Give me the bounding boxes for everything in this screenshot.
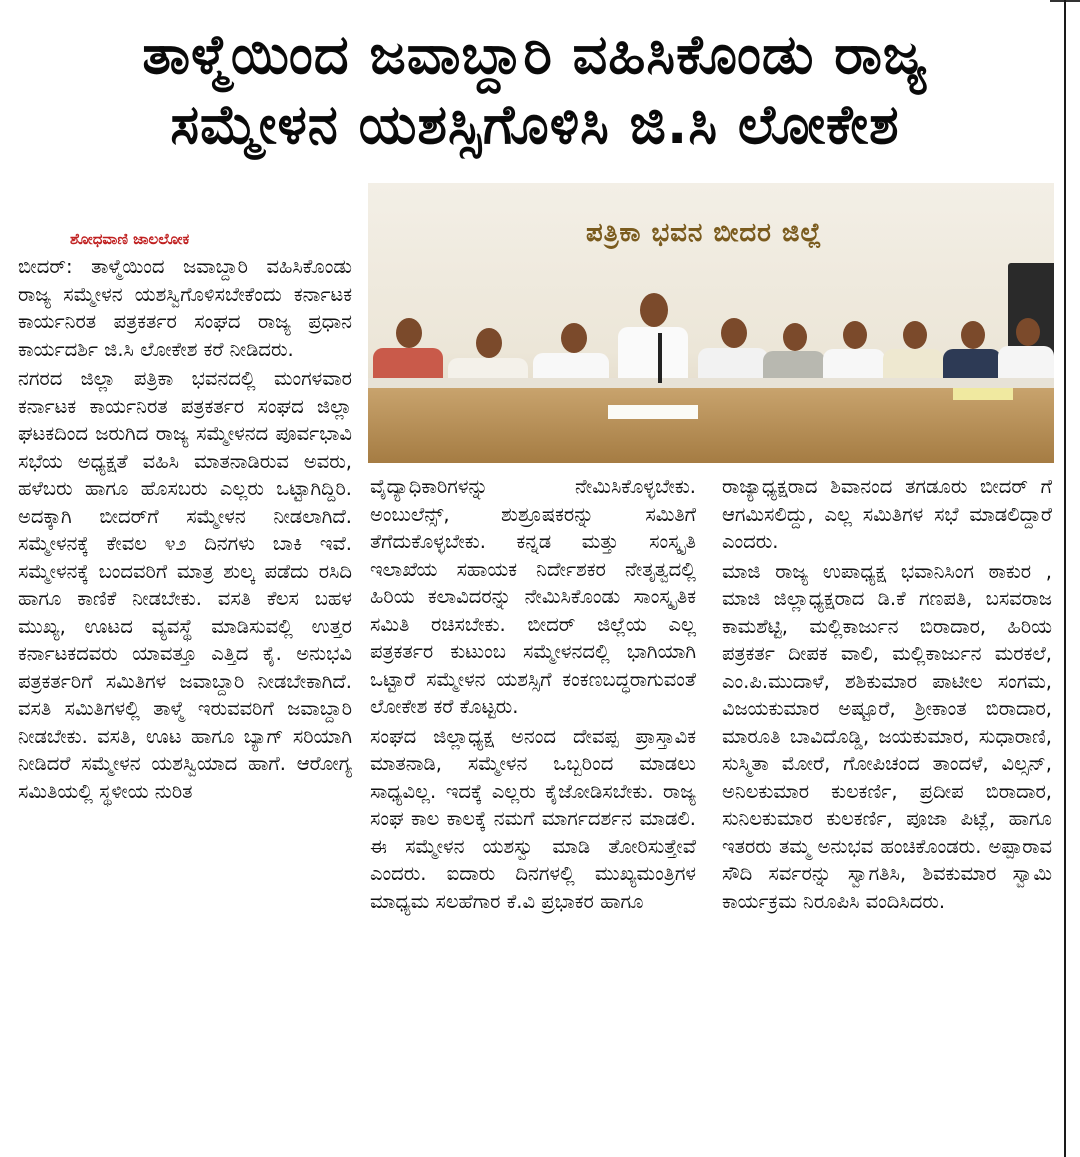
byline: ಶೋಧವಾಣಿ ಜಾಲಲೋಕ bbox=[70, 230, 190, 248]
meeting-table bbox=[368, 388, 1054, 463]
meeting-photo bbox=[368, 183, 1054, 463]
headline-line-2: ಸಮ್ಮೇಳನ ಯಶಸ್ಸಿಗೊಳಿಸಿ ಜಿ.ಸಿ ಲೋಕೇಶ bbox=[170, 93, 900, 156]
paragraph: ಮಾಜಿ ರಾಜ್ಯ ಉಪಾಧ್ಯಕ್ಷ ಭವಾನಿಸಿಂಗ ಠಾಕುರ , ಮಾಜಿ ಜಿಲ್ಲಾಧ್ಯಕ್ಷರಾದ ಡಿ.ಕೆ ಗಣಪತಿ, ಬಸವರಾಜ ಕಾಮಶೆಟ್ಟಿ, ಮಲ್ಲಿಕಾರ್ಜುನ ಬಿರಾದಾರ, ಹಿರಿಯ ಪತ್ರಕರ್ತ ದೀಪಕ ವಾಲಿ, ಮಲ್ಲಿಕಾರ್ಜುನ ಮರಕಲೆ, ಎಂ.ಪಿ.ಮುದಾಳೆ, ಶಶಿಕುಮಾರ ಪಾಟೀಲ ಸಂಗಮ, ವಿಜಯಕುಮಾರ ಅಷ್ಟೂರೆ, ಶ್ರೀಕಾಂತ ಬಿರಾದಾರ, ಮಾರೂತಿ ಬಾವಿದೊಡ್ಡಿ, ಜಯಕುಮಾರ, ಸುಧಾರಾಣಿ, ಸುಸ್ಮಿತಾ ಮೋರೆ, ಗೋಪಿಚಂದ ತಾಂದಳೆ, ವಿಲ್ಸನ್, ಅನಿಲಕುಮಾರ ಕುಲಕರ್ಣಿ, ಪ್ರದೀಪ ಬಿರಾದಾರ, ಸುನಿಲಕುಮಾರ ಕುಲಕರ್ಣಿ, ಪೂಜಾ ಪಿಟ್ಲೆ, ಹಾಗೂ ಇತರರು ತಮ್ಮ ಅನುಭವ ಹಂಚಿಕೊಂಡರು. ಅಪ್ಪಾರಾವ ಸೌದಿ ಸರ್ವರನ್ನು ಸ್ವಾಗತಿಸಿ, ಶಿವಕುಮಾರ ಸ್ವಾಮಿ ಕಾರ್ಯಕ್ರಮ ನಿರೂಪಿಸಿ ವಂದಿಸಿದರು. bbox=[722, 559, 1052, 913]
paragraph: ರಾಜ್ಯಾಧ್ಯಕ್ಷರಾದ ಶಿವಾನಂದ ತಗಡೂರು ಬೀದರ್ ಗೆ ಆಗಮಿಸಲಿದ್ದು, ಎಲ್ಲ ಸಮಿತಿಗಳ ಸಭೆ ಮಾಡಲಿದ್ದಾರೆ ಎಂದರು. bbox=[722, 475, 1052, 553]
paragraph: ವೈದ್ಯಾಧಿಕಾರಿಗಳನ್ನು ನೇಮಿಸಿಕೊಳ್ಳಬೇಕು. ಅಂಬುಲೆನ್ಸ್, ಶುಶ್ರೂಷಕರನ್ನು ಸಮಿತಿಗೆ ತೆಗೆದುಕೊಳ್ಳಬೇಕು. ಕನ್ನಡ ಮತ್ತು ಸಂಸ್ಕೃತಿ ಇಲಾಖೆಯ ಸಹಾಯಕ ನಿರ್ದೇಶಕರ ನೇತೃತ್ವದಲ್ಲಿ ಹಿರಿಯ ಕಲಾವಿದರನ್ನು ನೇಮಿಸಿಕೊಂಡು ಸಾಂಸ್ಕೃತಿಕ ಸಮಿತಿ ರಚಿಸಬೇಕು. ಬೀದರ್ ಜಿಲ್ಲೆಯ ಎಲ್ಲ ಪತ್ರಕರ್ತರ ಕುಟುಂಬ ಸಮ್ಮೇಳನದಲ್ಲಿ ಭಾಗಿಯಾಗಿ ಒಟ್ಟಾರೆ ಸಮ್ಮೇಳನ ಯಶಸ್ಸಿಗೆ ಕಂಕಣಬದ್ಧರಾಗುವಂತೆ ಲೋಕೇಶ ಕರೆ ಕೊಟ್ಟರು. bbox=[370, 475, 696, 718]
papers bbox=[953, 388, 1013, 400]
column-divider bbox=[1064, 0, 1066, 1157]
photo-banner: ಪತ್ರಿಕಾ ಭವನ ಬೀದರ ಜಿಲ್ಲೆ bbox=[586, 218, 823, 248]
article-column-3 bbox=[722, 473, 1052, 917]
adjacent-article-edge bbox=[1068, 0, 1080, 1157]
paragraph: ಬೀದರ್: ತಾಳ್ಮೆಯಿಂದ ಜವಾಬ್ದಾರಿ ವಹಿಸಿಕೊಂಡು ರಾಜ್ಯ ಸಮ್ಮೇಳನ ಯಶಸ್ವಿಗೊಳಿಸಬೇಕೆಂದು ಕರ್ನಾಟಕ ಕಾರ್ಯನಿರತ ಪತ್ರಕರ್ತರ ಸಂಘದ ರಾಜ್ಯ ಪ್ರಧಾನ ಕಾರ್ಯದರ್ಶಿ ಜಿ.ಸಿ ಲೋಕೇಶ ಕರೆ ನೀಡಿದರು. bbox=[18, 255, 352, 361]
paragraph: ನಗರದ ಜಿಲ್ಲಾ ಪತ್ರಿಕಾ ಭವನದಲ್ಲಿ ಮಂಗಳವಾರ ಕರ್ನಾಟಕ ಕಾರ್ಯನಿರತ ಪತ್ರಕರ್ತರ ಸಂಘದ ಜಿಲ್ಲಾ ಘಟಕದಿಂದ ಜರುಗಿದ ರಾಜ್ಯ ಸಮ್ಮೇಳನದ ಪೂರ್ವಭಾವಿ ಸಭೆಯ ಅಧ್ಯಕ್ಷತೆ ವಹಿಸಿ ಮಾತನಾಡಿರುವ ಅವರು, ಹಳೆಬರು ಹಾಗೂ ಹೊಸಬರು ಎಲ್ಲರು ಒಟ್ಟಾಗಿದ್ದಿರಿ. ಅದಕ್ಕಾಗಿ ಬೀದರ್‌ಗೆ ಸಮ್ಮೇಳನ ನೀಡಲಾಗಿದೆ. ಸಮ್ಮೇಳನಕ್ಕೆ ಕೇವಲ ೪೨ ದಿನಗಳು ಬಾಕಿ ಇವೆ. ಸಮ್ಮೇಳನಕ್ಕೆ ಬಂದವರಿಗೆ ಮಾತ್ರ ಶುಲ್ಕ ಪಡೆದು ರಸಿದಿ ಹಾಗೂ ಕಾಣಿಕೆ ನೀಡಬೇಕು. ವಸತಿ ಕೆಲಸ ಬಹಳ ಮುಖ್ಯ, ಊಟದ ವ್ಯವಸ್ಥೆ ಮಾಡಿಸುವಲ್ಲಿ ಉತ್ತರ ಕರ್ನಾಟಕದವರು ಯಾವತ್ತೂ ಎತ್ತಿದ ಕೈ. ಅನುಭವಿ ಪತ್ರಕರ್ತರಿಗೆ ಸಮಿತಿಗಳ ಜವಾಬ್ದಾರಿ ನೀಡಬೇಕಾಗಿದೆ. ವಸತಿ ಸಮಿತಿಗಳಲ್ಲಿ ತಾಳ್ಮೆ ಇರುವವರಿಗೆ ಜವಾಬ್ದಾರಿ ನೀಡಬೇಕು. ವಸತಿ, ಊಟ ಹಾಗೂ ಬ್ಯಾಗ್ ಸರಿಯಾಗಿ ನೀಡಿದರೆ ಸಮ್ಮೇಳನ ಯಶಸ್ವಿಯಾದ ಹಾಗೆ. ಆರೋಗ್ಯ ಸಮಿತಿಯಲ್ಲಿ ಸ್ಥಳೀಯ ನುರಿತ bbox=[18, 367, 352, 803]
headline bbox=[20, 20, 1050, 160]
papers bbox=[608, 405, 698, 419]
paragraph: ಸಂಘದ ಜಿಲ್ಲಾಧ್ಯಕ್ಷ ಅನಂದ ದೇವಪ್ಪ ಪ್ರಾಸ್ತಾವಿಕ ಮಾತನಾಡಿ, ಸಮ್ಮೇಳನ ಒಬ್ಬರಿಂದ ಮಾಡಲು ಸಾಧ್ಯವಿಲ್ಲ. ಇದಕ್ಕೆ ಎಲ್ಲರು ಕೈಜೋಡಿಸಬೇಕು. ರಾಜ್ಯ ಸಂಘ ಕಾಲ ಕಾಲಕ್ಕೆ ನಮಗೆ ಮಾರ್ಗದರ್ಶನ ಮಾಡಲಿ. ಈ ಸಮ್ಮೇಳನ ಯಶಸ್ವು ಮಾಡಿ ತೋರಿಸುತ್ತೇವೆ ಎಂದರು. ಐದಾರು ದಿನಗಳಲ್ಲಿ ಮುಖ್ಯಮಂತ್ರಿಗಳ ಮಾಧ್ಯಮ ಸಲಹೆಗಾರ ಕೆ.ವಿ ಪ್ರಭಾಕರ ಹಾಗೂ bbox=[370, 724, 696, 913]
microphone-icon bbox=[658, 333, 662, 383]
article-column-2 bbox=[370, 473, 696, 917]
article-column-1 bbox=[18, 253, 352, 807]
headline-line-1: ತಾಳ್ಮೆಯಿಂದ ಜವಾಬ್ದಾರಿ ವಹಿಸಿಕೊಂಡು ರಾಜ್ಯ bbox=[142, 23, 928, 86]
